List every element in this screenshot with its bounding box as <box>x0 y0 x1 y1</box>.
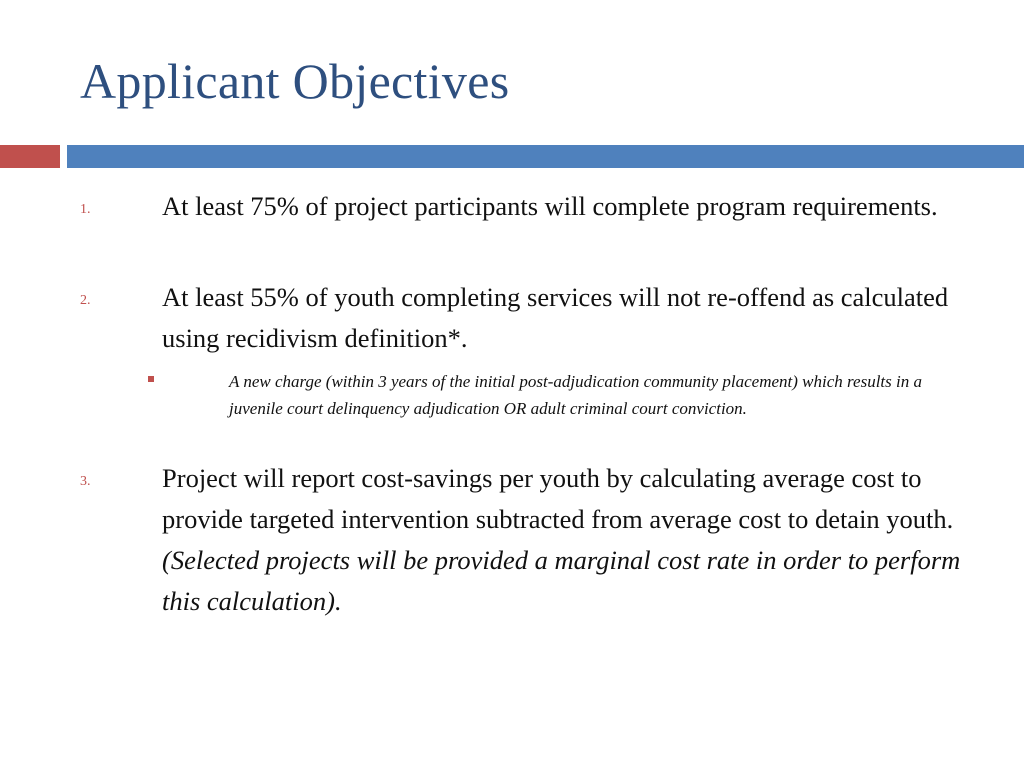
list-item-text: At least 55% of youth completing services will not re-offend as calculated using recidivism definition*. <box>162 282 949 353</box>
list-item-text: At least 75% of project participants will complete program requirements. <box>162 191 938 221</box>
square-bullet-icon <box>148 376 154 382</box>
list-item-text-italic: (Selected projects will be provided a marginal cost rate in order to perform this calculation). <box>162 545 961 616</box>
slide-title: Applicant Objectives <box>80 53 510 109</box>
list-item-number: 1. <box>80 202 91 217</box>
accent-bar-red <box>0 145 60 168</box>
accent-bar-blue <box>67 145 1024 168</box>
sub-item-text: A new charge (within 3 years of the initial post-adjudication community placement) which results in a juvenile court delinquency adjudication OR adult criminal court conviction. <box>229 372 922 418</box>
list-item-text <box>162 458 982 622</box>
list-item-number: 2. <box>80 293 91 308</box>
list-item-text-regular: Project will report cost-savings per youth by calculating average cost to provide targeted intervention subtracted from average cost to detain youth. <box>162 463 954 534</box>
list-item-number: 3. <box>80 474 91 489</box>
